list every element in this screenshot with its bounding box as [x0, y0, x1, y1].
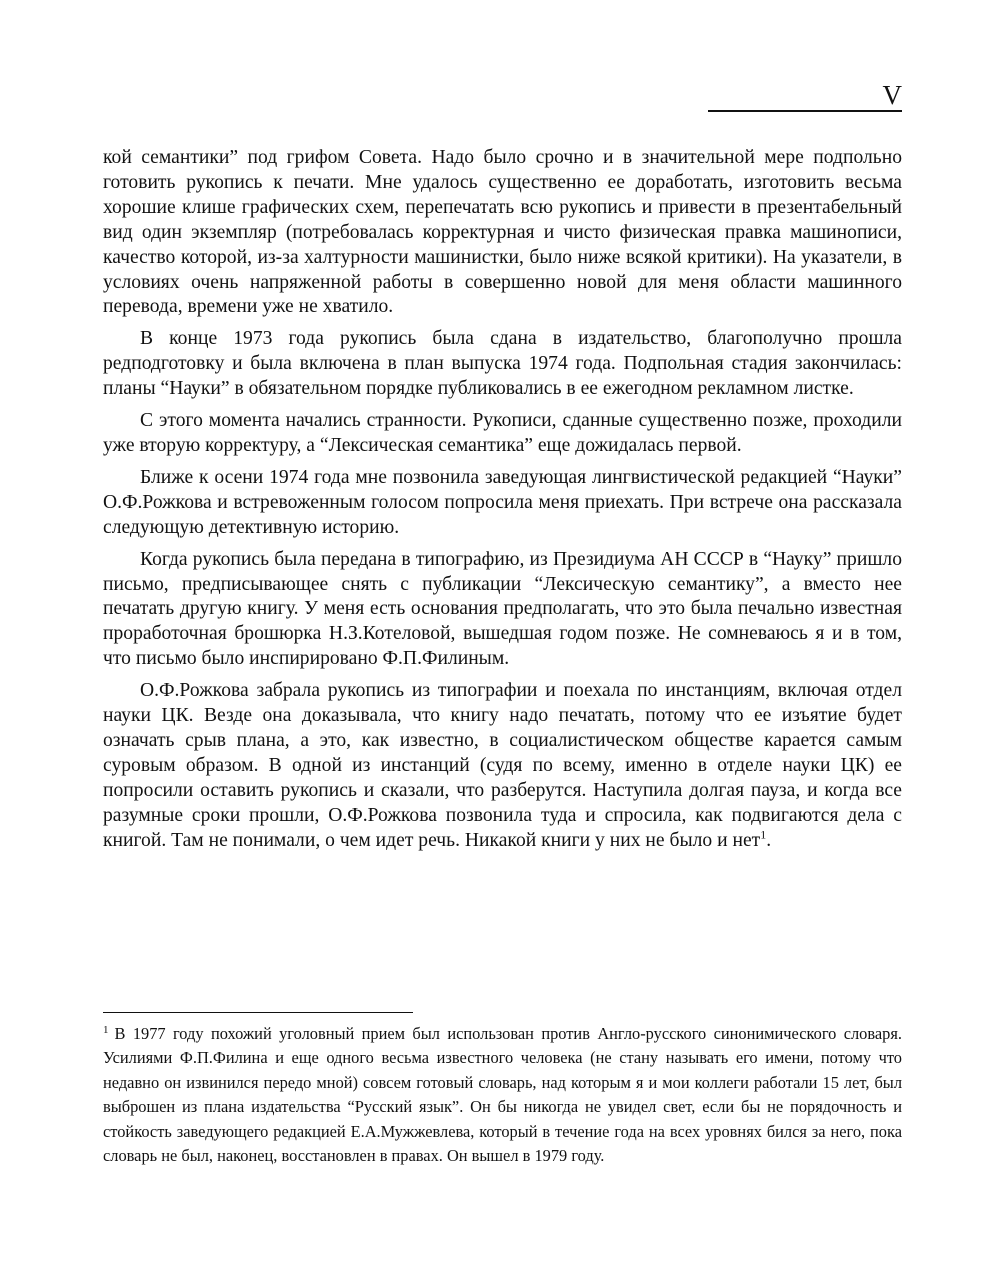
paragraph-5: Когда рукопись была передана в типографию, из Президиума АН СССР в “Науку” пришло письмо, предписывающее снять с публикации “Лексическую семантику”, а вместо нее печатать другую книгу. У меня есть основания предполагать, что это была печально известная проработочная брошюрка Н.З.Котеловой, вышедшая годом позже. Не сомневаюсь я и в том, что письмо было инспирировано Ф.П.Филиным. [103, 548, 902, 670]
page-number: V [882, 80, 902, 110]
footnote [103, 1022, 902, 1168]
footnote-text: В 1977 году похожий уголовный прием был использован против Англо-русского синонимического словаря. Усилиями Ф.П.Филина и еще одного весьма известного человека (не стану называть его имени, потому что недавно он извинился передо мной) совсем готовый словарь, над которым я и мои коллеги работали 15 лет, был выброшен из плана издательства “Русский язык”. Он бы никогда не увидел свет, если бы не порядочность и стойкость заведующего редакцией Е.А.Мужжевлева, который в течение года на всех уровнях бился за него, пока словарь не был, наконец, восстановлен в правах. Он вышел в 1979 году. [103, 1024, 902, 1166]
header-rule [708, 110, 902, 112]
paragraph-4: Ближе к осени 1974 года мне позвонила заведующая лингвистической редакцией “Науки” О.Ф.Рожкова и встревоженным голосом попросила меня приехать. При встрече она рассказала следующую детективную историю. [103, 466, 902, 538]
paragraph-6: О.Ф.Рожкова забрала рукопись из типографии и поехала по инстанциям, включая отдел науки ЦК. Везде она доказывала, что книгу надо печатать, потому что ее изъятие будет означать срыв плана, а это, как известно, в социалистическом обществе карается самым суровым образом. В одной из инстанций (судя по всему, именно в отделе науки ЦК) ее попросили оставить рукопись и сказали, что разберутся. Наступила долгая пауза, и когда все разумные сроки прошли, О.Ф.Рожкова позвонила туда и спросила, как подвигаются дела с книгой. Там не понимали, о чем идет речь. Никакой книги у них не было и нет$^1$. [103, 680, 902, 851]
paragraph-2: В конце 1973 года рукопись была сдана в издательство, благополучно прошла редподготовку и была включена в план выпуска 1974 года. Подпольная стадия закончилась: планы “Науки” в обязательном порядке публиковались в ее ежегодном рекламном листке. [103, 328, 902, 400]
paragraph-6-text: О.Ф.Рожкова забрала рукопись из типографии и поехала по инстанциям, включая отдел науки ЦК. Везде она доказывала, что книгу надо печатать, потому что ее изъятие будет означать срыв плана, а это, как известно, в социалистическом обществе карается самым суровым образом. В одной из инстанций (судя по всему, именно в отделе науки ЦК) ее попросили оставить рукопись и сказали, что разберутся. Наступила долгая пауза, и когда все разумные сроки прошли, О.Ф.Рожкова позвонила туда и спросила, как подвигаются дела с книгой. Там не понимали, о чем идет речь. Никакой книги у них не было и нет [103, 680, 902, 851]
paragraph-1: кой семантики” под грифом Совета. Надо было срочно и в значительной мере подпольно готовить рукопись к печати. Мне удалось существенно ее доработать, изготовить весьма хорошие клише графических схем, перепечатать всю рукопись и привести в презентабельный вид один экземпляр (потребовалась корректурная и чисто физическая правка машинописи, качество которой, из-за халтурности машинистки, было ниже всякой критики). На указатели, в условиях очень напряженной работы в совершенно новой для меня области машинного перевода, времени уже не хватило. [103, 147, 902, 318]
body-text [103, 146, 902, 853]
paragraph-3: С этого момента начались странности. Рукописи, сданные существенно позже, проходили уже вторую корректуру, а “Лексическая семантика” еще дожидалась первой. [103, 410, 902, 456]
footnote-rule [103, 1012, 413, 1013]
footnote-number: 1 [103, 1023, 109, 1036]
footnote-reference: 1 [760, 827, 767, 842]
